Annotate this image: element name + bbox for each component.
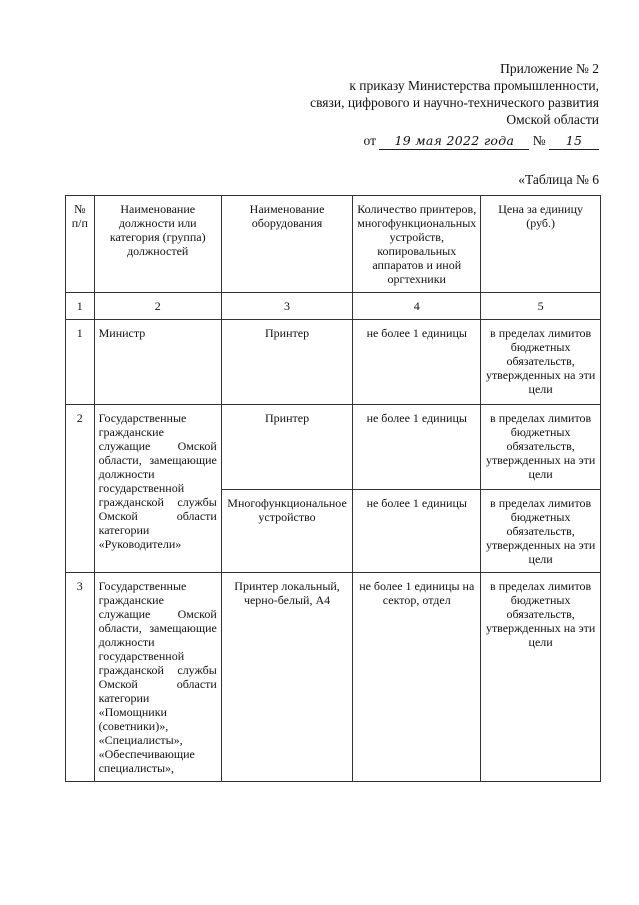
row-position: Министр <box>94 320 221 405</box>
header-position: Наименование должности или категория (группа) должностей <box>94 196 221 293</box>
table-label: «Таблица № 6 <box>518 172 599 187</box>
number-sign: № <box>532 133 546 148</box>
row-price: в пределах лимитов бюджетных обязательств, утвержденных на эти цели <box>481 573 601 782</box>
order-reference-line: к приказу Министерства промышленности, <box>349 78 599 93</box>
row-price: в пределах лимитов бюджетных обязательств, утвержденных на эти цели <box>481 405 601 490</box>
row-quantity: не более 1 единицы <box>353 320 481 405</box>
column-number-row <box>66 293 601 320</box>
row-num: 2 <box>66 405 95 573</box>
header-price: Цена за единицу (руб.) <box>481 196 601 293</box>
header-equipment: Наименование оборудования <box>221 196 352 293</box>
row-quantity: не более 1 единицы <box>353 405 481 490</box>
row-price: в пределах лимитов бюджетных обязательств, утвержденных на эти цели <box>481 320 601 405</box>
table-row <box>66 405 601 490</box>
column-number: 4 <box>353 293 481 320</box>
row-position: Государственные гражданские служащие Омской области, замещающие должности государственной гражданской службы Омской области категории «Помощники (советники)», «Специалисты», «Обеспечивающие специалисты», <box>94 573 221 782</box>
row-position: Государственные гражданские служащие Омской области, замещающие должности государственной гражданской службы Омской области категории «Руководители» <box>94 405 221 573</box>
appendix-title: Приложение № 2 <box>500 61 599 76</box>
row-num: 1 <box>66 320 95 405</box>
table-row <box>66 320 601 405</box>
row-equipment: Многофункциональное устройство <box>221 490 352 573</box>
order-date-line <box>239 132 599 150</box>
header-quantity: Количество принтеров, многофункциональных устройств, копировальных аппаратов и иной оргтехники <box>353 196 481 293</box>
row-equipment: Принтер <box>221 320 352 405</box>
row-equipment: Принтер <box>221 405 352 490</box>
date-prefix: от <box>363 133 376 148</box>
column-number: 1 <box>66 293 95 320</box>
handwritten-date: 19 мая 2022 года <box>379 132 529 150</box>
row-price: в пределах лимитов бюджетных обязательств, утвержденных на эти цели <box>481 490 601 573</box>
appendix-header <box>239 60 599 150</box>
region-name-line: Омской области <box>506 112 599 127</box>
row-quantity: не более 1 единицы <box>353 490 481 573</box>
equipment-table <box>65 195 601 782</box>
header-num: № п/п <box>66 196 95 293</box>
row-quantity: не более 1 единицы на сектор, отдел <box>353 573 481 782</box>
ministry-name-line: связи, цифрового и научно-технического развития <box>310 95 599 110</box>
row-num: 3 <box>66 573 95 782</box>
row-equipment: Принтер локальный, черно-белый, А4 <box>221 573 352 782</box>
column-number: 2 <box>94 293 221 320</box>
table-header-row <box>66 196 601 293</box>
column-number: 3 <box>221 293 352 320</box>
column-number: 5 <box>481 293 601 320</box>
handwritten-number: 15 <box>549 132 599 150</box>
table-row <box>66 573 601 782</box>
